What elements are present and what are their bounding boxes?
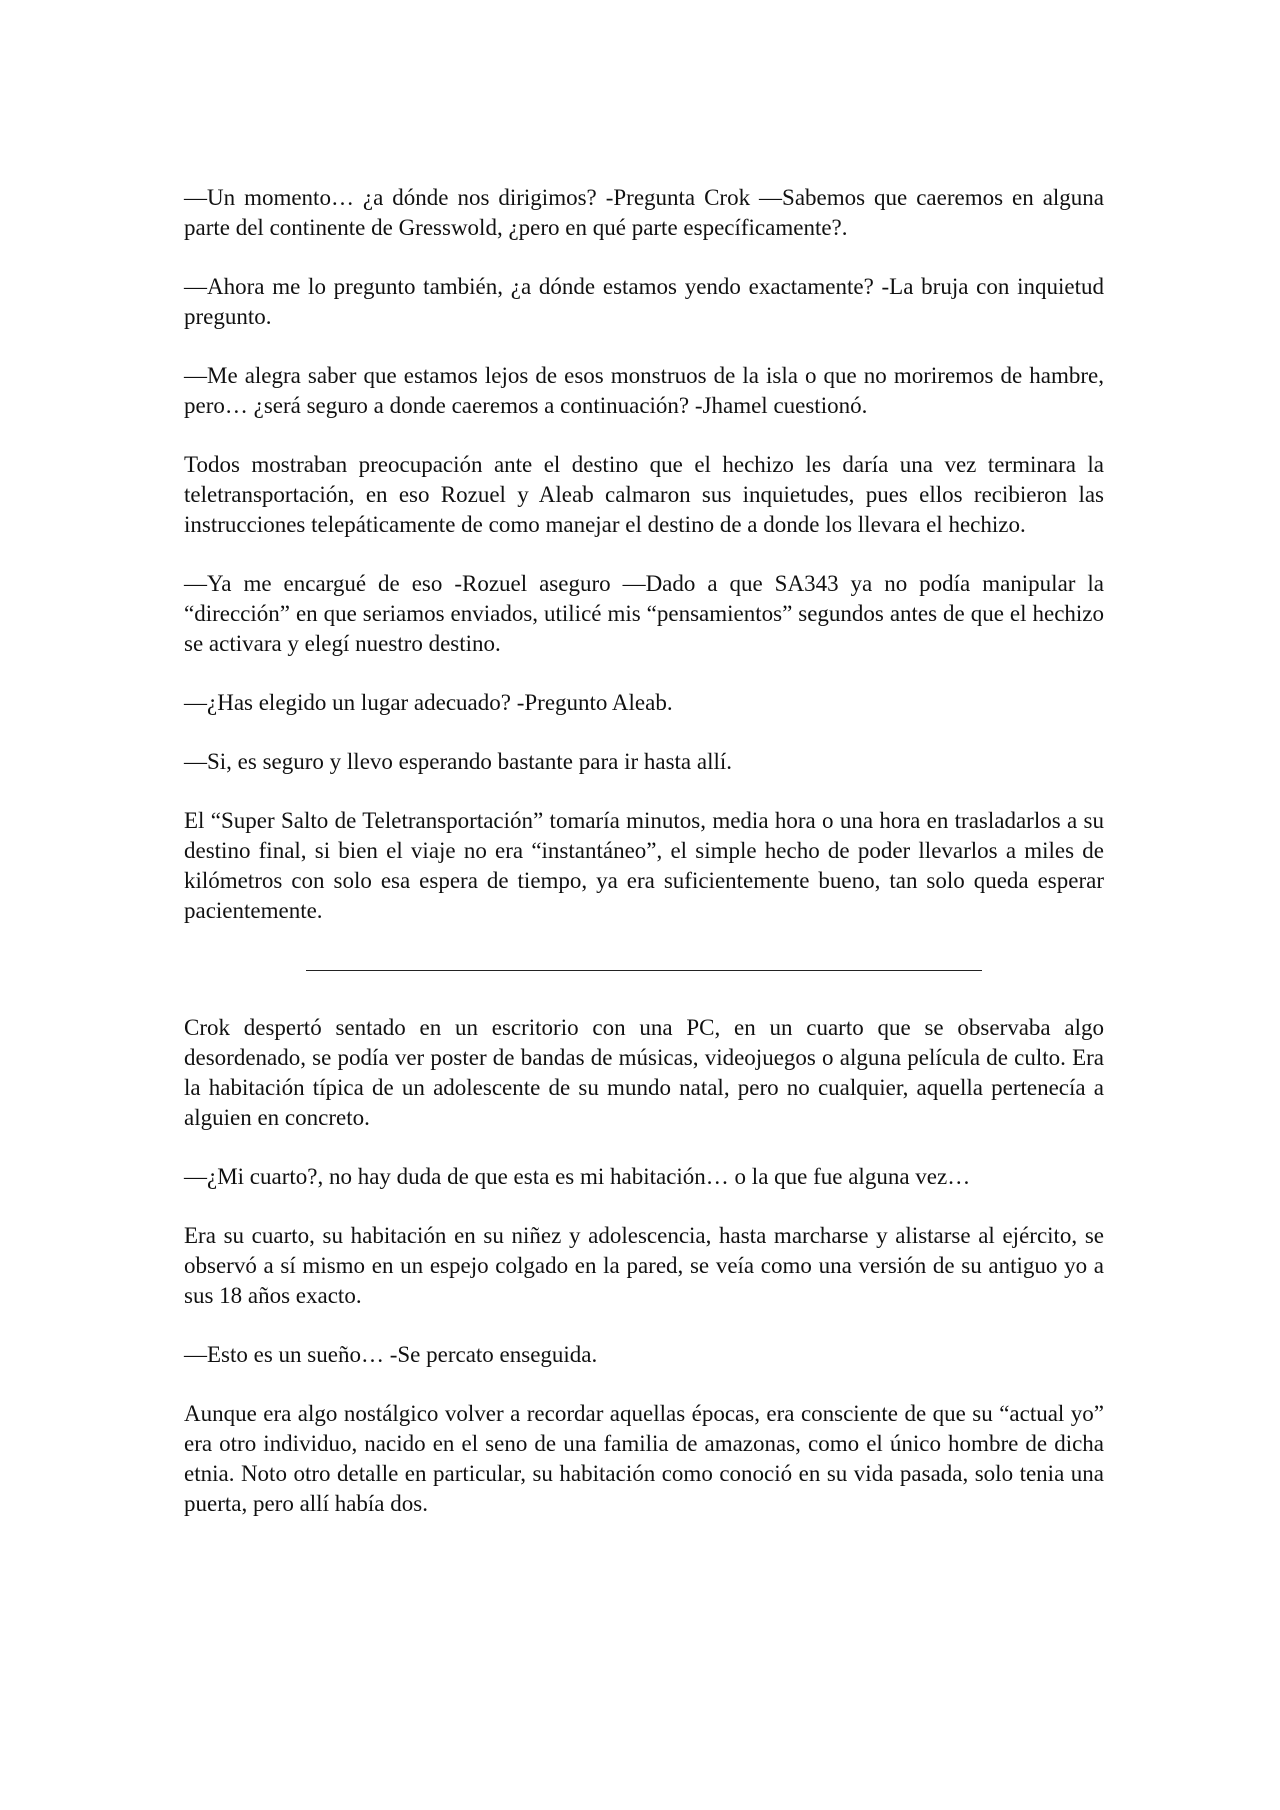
paragraph: —¿Mi cuarto?, no hay duda de que esta es mi habitación… o la que fue alguna vez… xyxy=(184,1164,971,1189)
paragraph: Era su cuarto, su habitación en su niñez y adolescencia, hasta marcharse y alistarse al ejército, se observó a sí mismo en un espejo colgado en la pared, se veía como una versión de su antiguo yo a sus 18 años exacto. xyxy=(184,1223,1104,1308)
paragraph: —Si, es seguro y llevo esperando bastante para ir hasta allí. xyxy=(184,749,733,774)
paragraph: Todos mostraban preocupación ante el destino que el hechizo les daría una vez terminara la teletransportación, en eso Rozuel y Aleab calmaron sus inquietudes, pues ellos recibieron las instrucciones telepáticamente de como manejar el destino de a donde los llevara el hechizo. xyxy=(184,452,1104,537)
section-divider xyxy=(306,970,982,971)
paragraph: —¿Has elegido un lugar adecuado? -Pregunto Aleab. xyxy=(184,690,673,715)
paragraph: —Esto es un sueño… -Se percato enseguida. xyxy=(184,1342,598,1367)
paragraph: —Ahora me lo pregunto también, ¿a dónde estamos yendo exactamente? -La bruja con inquietud pregunto. xyxy=(184,274,1104,329)
body-text xyxy=(184,183,1104,1519)
paragraph: El “Super Salto de Teletransportación” tomaría minutos, media hora o una hora en trasladarlos a su destino final, si bien el viaje no era “instantáneo”, el simple hecho de poder llevarlos a miles de kilómetros con solo esa espera de tiempo, ya era suficientemente bueno, tan solo queda esperar pacientemente. xyxy=(184,808,1104,923)
paragraph: —Ya me encargué de eso -Rozuel aseguro —Dado a que SA343 ya no podía manipular la “dirección” en que seriamos enviados, utilicé mis “pensamientos” segundos antes de que el hechizo se activara y elegí nuestro destino. xyxy=(184,571,1104,656)
paragraph: Crok despertó sentado en un escritorio con una PC, en un cuarto que se observaba algo desordenado, se podía ver poster de bandas de músicas, videojuegos o alguna película de culto. Era la habitación típica de un adolescente de su mundo natal, pero no cualquier, aquella pertenecía a alguien en concreto. xyxy=(184,1015,1104,1130)
paragraph: —Me alegra saber que estamos lejos de esos monstruos de la isla o que no moriremos de hambre, pero… ¿será seguro a donde caeremos a continuación? -Jhamel cuestionó. xyxy=(184,363,1104,418)
paragraph: Aunque era algo nostálgico volver a recordar aquellas épocas, era consciente de que su “actual yo” era otro individuo, nacido en el seno de una familia de amazonas, como el único hombre de dicha etnia. Noto otro detalle en particular, su habitación como conoció en su vida pasada, solo tenia una puerta, pero allí había dos. xyxy=(184,1401,1104,1516)
paragraph: —Un momento… ¿a dónde nos dirigimos? -Pregunta Crok —Sabemos que caeremos en alguna parte del continente de Gresswold, ¿pero en qué parte específicamente?. xyxy=(184,185,1104,240)
